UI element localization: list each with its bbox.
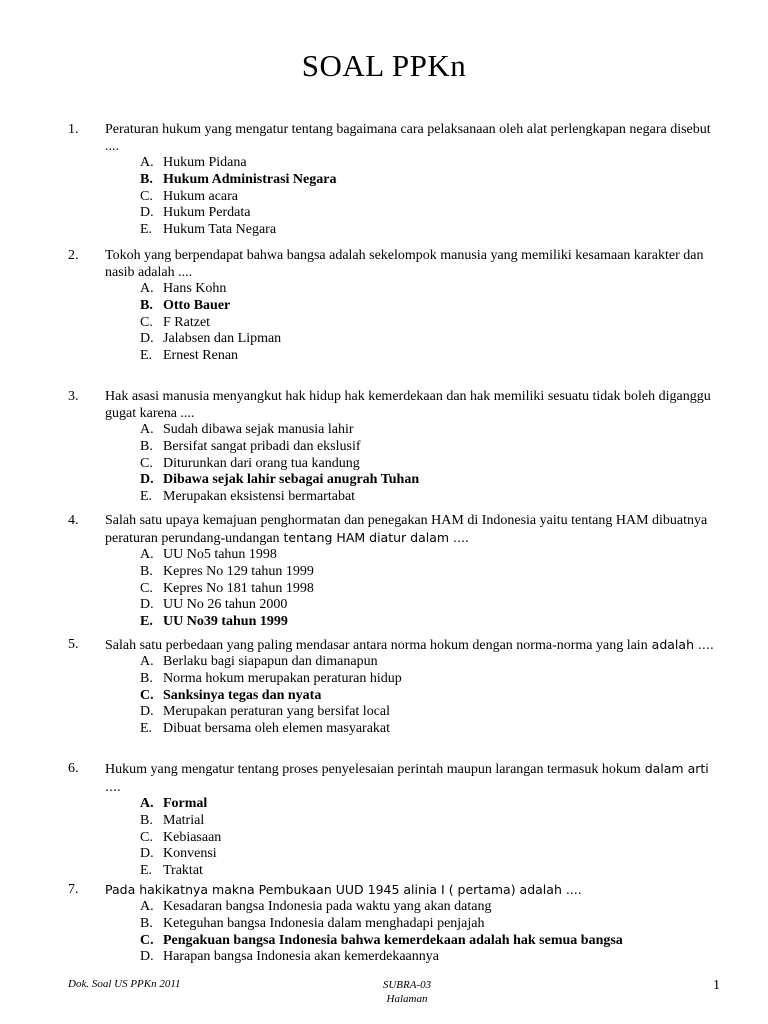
option-b: B. Bersifat sangat pribadi dan ekslusif — [140, 438, 361, 454]
option-c: C. Hukum acara — [140, 188, 239, 204]
question-2 — [0, 247, 768, 365]
option-e: E. Merupakan eksistensi bermartabat — [140, 489, 356, 505]
question-text: Tokoh yang berpendapat bahwa bangsa adalah sekelompok manusia yang memiliki kesamaan karakter dan nasib adalah .... — [105, 247, 704, 280]
option-d: D. Konvensi — [140, 846, 217, 862]
option-b: B. Keteguhan bangsa Indonesia dalam menghadapi penjajah — [140, 915, 485, 931]
option-c: C. F Ratzet — [140, 314, 211, 330]
option-list — [0, 547, 768, 631]
option-d: D. UU No 26 tahun 2000 — [140, 597, 288, 613]
option-a-correct: A. Formal — [140, 795, 208, 811]
question-text — [105, 881, 715, 899]
option-a: A. Kesadaran bangsa Indonesia pada waktu yang akan datang — [140, 898, 492, 914]
option-list — [0, 654, 768, 738]
footer-document-label: Dok. Soal US PPKn 2011 — [68, 978, 181, 990]
option-a: A. UU No5 tahun 1998 — [140, 546, 277, 562]
option-list — [0, 422, 768, 506]
question-text — [105, 636, 715, 654]
option-list — [0, 155, 768, 239]
option-list — [0, 281, 768, 365]
option-d: D. Harapan bangsa Indonesia akan kemerdekaannya — [140, 949, 439, 965]
option-e: E. Hukum Tata Negara — [140, 222, 277, 238]
page-title: SOAL PPKn — [301, 48, 467, 83]
question-text — [105, 512, 715, 547]
question-number: 6. — [68, 760, 79, 776]
question-5 — [0, 636, 768, 738]
option-b: B. Norma hokum merupakan peraturan hidup — [140, 670, 402, 686]
option-d: D. Hukum Perdata — [140, 205, 251, 221]
question-number: 1. — [68, 122, 79, 137]
option-a: A. Sudah dibawa sejak manusia lahir — [140, 421, 354, 437]
option-a: A. Hans Kohn — [140, 280, 227, 296]
option-c-correct: C. Pengakuan bangsa Indonesia bahwa kemerdekaan adalah hak semua bangsa — [140, 932, 623, 948]
question-text-tail: dalam arti .... — [105, 760, 709, 794]
question-text: Hak asasi manusia menyangkut hak hidup hak kemerdekaan dan hak memiliki sesuatu tidak boleh diganggu gugat karena .... — [105, 388, 711, 421]
question-text: Peraturan hukum yang mengatur tentang bagaimana cara pelaksanaan oleh alat perlengkapan negara disebut .... — [105, 122, 711, 154]
question-number: 7. — [68, 881, 79, 897]
option-e: E. Dibuat bersama oleh elemen masyarakat — [140, 721, 391, 737]
option-b-correct: B. Hukum Administrasi Negara — [140, 171, 337, 187]
question-number: 5. — [68, 636, 79, 652]
option-d-correct: D. Dibawa sejak lahir sebagai anugrah Tuhan — [140, 472, 420, 488]
question-1 — [0, 121, 768, 239]
question-number: 3. — [68, 388, 79, 404]
question-text-main: Salah satu upaya kemajuan penghormatan dan penegakan HAM di Indonesia yaitu tentang HAM dibuatnya peraturan perundang-undangan — [105, 512, 708, 546]
question-7 — [0, 881, 768, 966]
page-number: 1 — [713, 978, 720, 993]
question-text-tail: Pada hakikatnya makna Pembukaan UUD 1945 alinia I ( pertama) adalah .... — [105, 881, 582, 897]
option-b: B. Kepres No 129 tahun 1999 — [140, 563, 314, 579]
question-number: 2. — [68, 247, 79, 263]
option-list — [0, 899, 768, 966]
option-b-correct: B. Otto Bauer — [140, 297, 231, 313]
option-list — [0, 796, 768, 880]
question-3 — [0, 388, 768, 506]
option-b: B. Matrial — [140, 812, 205, 828]
question-number: 4. — [68, 512, 79, 528]
option-d: D. Jalabsen dan Lipman — [140, 331, 282, 347]
footer-code-line1: SUBRA-03 — [382, 979, 432, 991]
question-text-main: Hukum yang mengatur tentang proses penyelesaian perintah maupun larangan termasuk hokum — [105, 761, 641, 777]
option-e-correct: E. UU No39 tahun 1999 — [140, 614, 288, 630]
question-text-tail: tentang HAM diatur dalam .... — [279, 529, 469, 545]
question-4 — [0, 512, 768, 631]
question-text-tail: adalah .... — [647, 636, 714, 652]
option-e: E. Ernest Renan — [140, 348, 239, 364]
question-text — [105, 760, 715, 796]
option-c: C. Kebiasaan — [140, 829, 222, 845]
question-text-main: Salah satu perbedaan yang paling mendasar antara norma hokum dengan norma-norma yang lain — [105, 637, 648, 653]
option-c-correct: C. Sanksinya tegas dan nyata — [140, 687, 322, 703]
question-list — [0, 121, 768, 966]
option-a: A. Berlaku bagi siapapun dan dimanapun — [140, 653, 378, 669]
option-e: E. Traktat — [140, 863, 203, 879]
question-6 — [0, 760, 768, 880]
option-a: A. Hukum Pidana — [140, 155, 247, 170]
option-c: C. Kepres No 181 tahun 1998 — [140, 580, 314, 596]
footer-code-line2: Halaman — [386, 993, 428, 1005]
option-d: D. Merupakan peraturan yang bersifat local — [140, 704, 391, 720]
option-c: C. Diturunkan dari orang tua kandung — [140, 455, 360, 471]
footer-code — [367, 978, 447, 1006]
